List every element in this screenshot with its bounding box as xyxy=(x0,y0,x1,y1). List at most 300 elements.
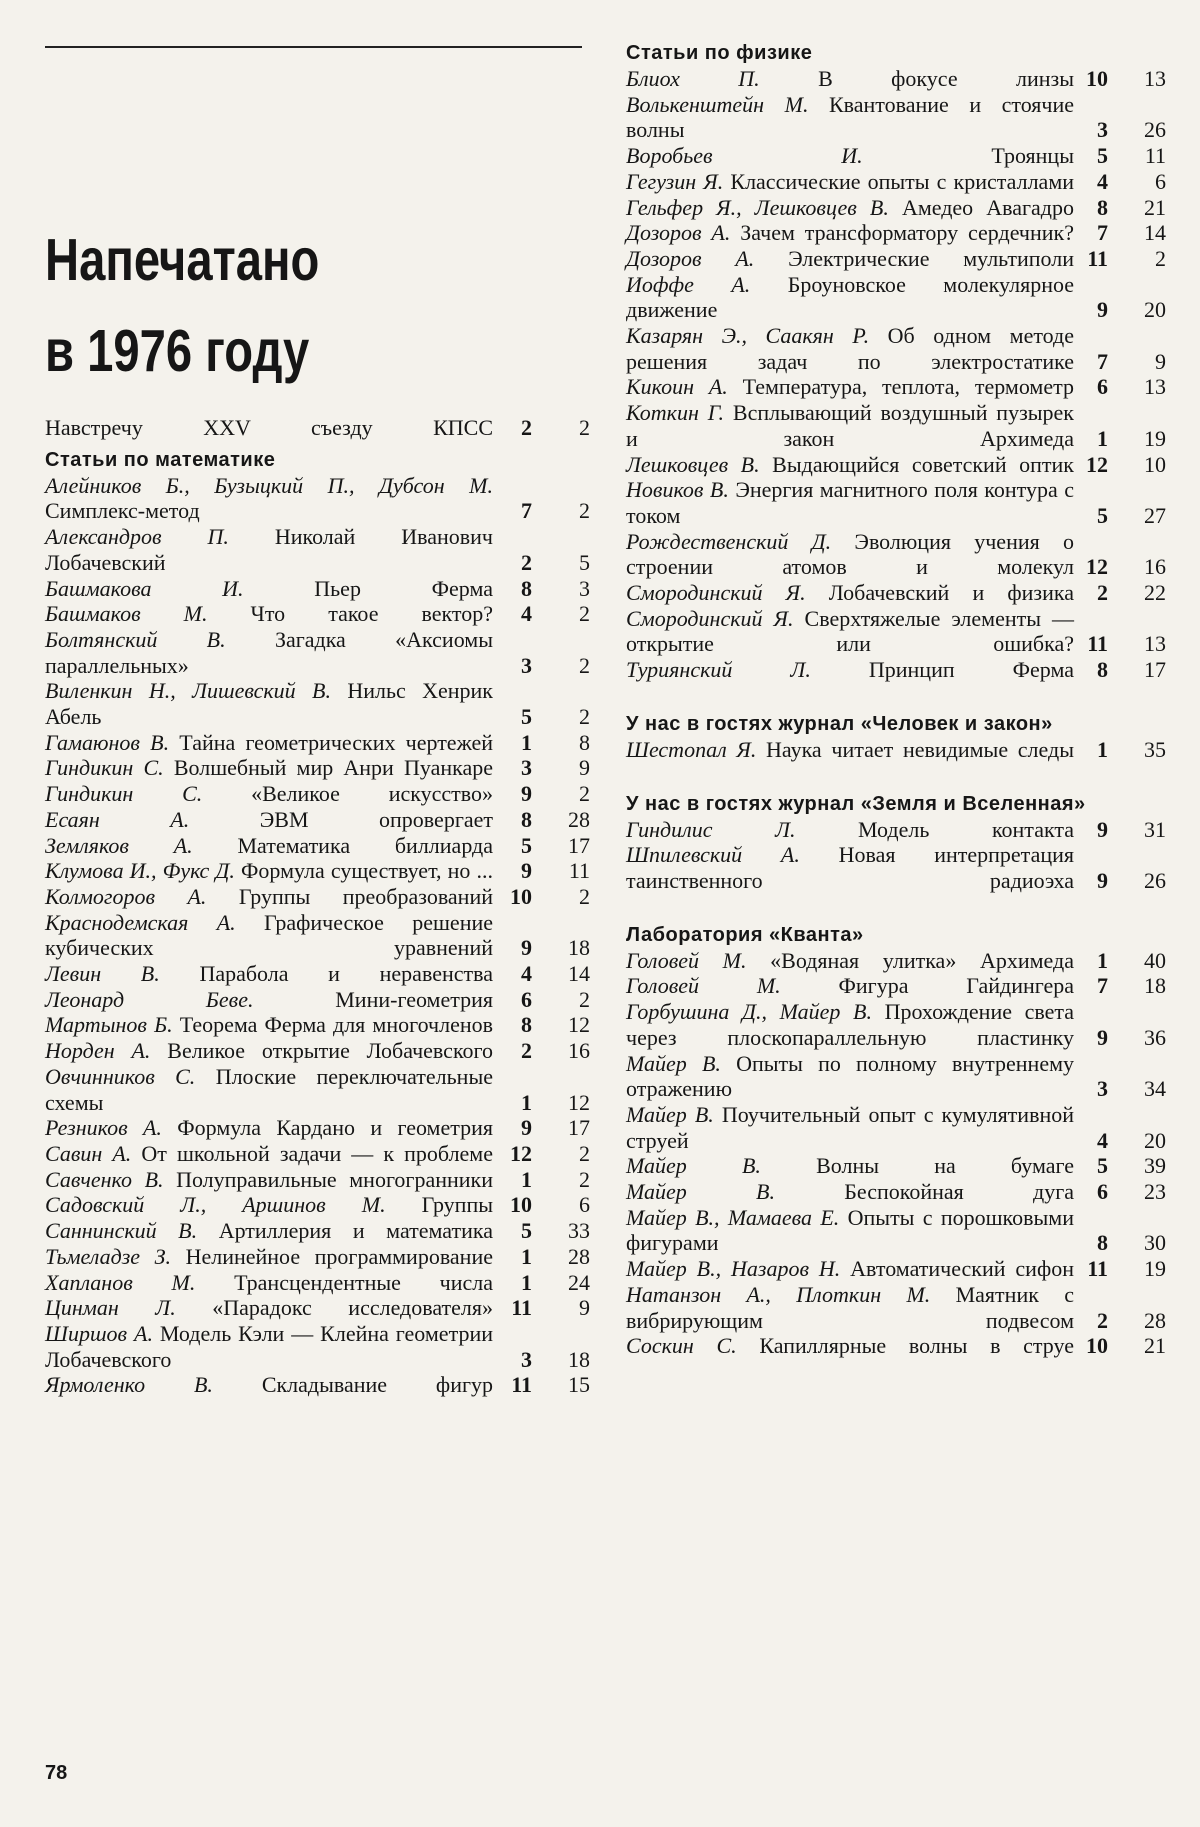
list-item xyxy=(626,272,1166,323)
entry-text xyxy=(45,1295,493,1321)
list-item xyxy=(626,477,1166,528)
entry-issue: 12 xyxy=(1086,554,1108,580)
entry-title: Тайна геометрических чертежей xyxy=(179,729,494,755)
entry-page: 39 xyxy=(1144,1153,1166,1179)
entry-title: Броуновское молекулярное движение xyxy=(626,271,1074,323)
entry-page: 9 xyxy=(579,755,590,781)
entry-text xyxy=(626,1051,1074,1102)
entry-issue: 4 xyxy=(521,601,532,627)
entry-issue: 4 xyxy=(1097,1127,1108,1153)
entry-title: Трансцендентные числа xyxy=(234,1269,494,1295)
entry-title: Математика биллиарда xyxy=(237,832,493,858)
entry-text xyxy=(626,400,1074,451)
entry-issue: 6 xyxy=(1097,374,1108,400)
entry-text xyxy=(626,195,1074,221)
entry-page: 8 xyxy=(579,729,590,755)
entry-title: Новая интерпретация таинственного радиоэха xyxy=(626,842,1075,893)
entry-issue: 10 xyxy=(510,1192,532,1218)
list-item xyxy=(626,452,1166,478)
entry-title: В фокусе линзы xyxy=(818,66,1074,91)
entry-title: Формула Кардано и геометрия xyxy=(177,1115,494,1141)
entry-issue: 11 xyxy=(1087,631,1108,657)
list-item xyxy=(626,400,1166,451)
entry-title: Троянцы xyxy=(991,143,1074,169)
entry-issue: 8 xyxy=(1097,194,1108,220)
entry-page: 28 xyxy=(568,1243,590,1269)
entry-text xyxy=(45,1192,493,1218)
list-item xyxy=(45,833,590,859)
list-item xyxy=(45,1192,590,1218)
entry-text xyxy=(45,1012,493,1038)
entry-author: Резников А. xyxy=(45,1115,162,1141)
entry-issue: 1 xyxy=(1097,947,1108,973)
entry-author: Воробьев И. xyxy=(626,143,863,169)
entry-title: Капиллярные волны в струе xyxy=(759,1333,1074,1359)
entry-text xyxy=(626,477,1074,528)
entry-author: Колмогоров А. xyxy=(45,883,207,909)
entry-author: Новиков В. xyxy=(626,477,729,503)
entry-page: 28 xyxy=(1144,1307,1166,1333)
entry-issue: 9 xyxy=(1097,1024,1108,1050)
entry-text xyxy=(45,807,493,833)
entry-author: Дозоров А. xyxy=(626,245,755,271)
entry-page: 18 xyxy=(568,1346,590,1372)
entry-page: 40 xyxy=(1144,947,1166,973)
entry-issue: 3 xyxy=(1097,1076,1108,1102)
entry-page: 13 xyxy=(1144,631,1166,657)
entry-text xyxy=(626,529,1074,580)
section-title-law: У нас в гостях журнал «Человек и закон» xyxy=(626,712,1053,735)
entry-page: 28 xyxy=(568,806,590,832)
entry-author: Туриянский Л. xyxy=(626,657,811,683)
entry-text xyxy=(45,781,493,807)
entry-issue: 7 xyxy=(521,498,532,524)
list-item xyxy=(45,1372,590,1398)
entry-text xyxy=(626,1282,1074,1333)
list-item xyxy=(626,580,1166,606)
entry-issue: 8 xyxy=(521,1012,532,1038)
entry-issue: 9 xyxy=(521,935,532,961)
entry-title: Фигура Гайдингера xyxy=(838,973,1075,999)
entry-author: Тьмеладзе З. xyxy=(45,1243,171,1269)
list-item xyxy=(626,1153,1166,1179)
list-item xyxy=(45,1064,590,1115)
entry-issue: 1 xyxy=(521,729,532,755)
entry-title: Классические опыты с кристаллами xyxy=(730,168,1075,194)
entry-text xyxy=(45,1372,493,1398)
entry-issue: 12 xyxy=(1086,451,1108,477)
entry-issue: 10 xyxy=(1086,66,1108,91)
entry-page: 27 xyxy=(1144,502,1166,528)
list-item xyxy=(45,755,590,781)
entry-text xyxy=(626,1153,1074,1179)
entry-author: Савин А. xyxy=(45,1140,132,1166)
entry-title: Маятник с вибрирующим подвесом xyxy=(626,1281,1075,1333)
entry-title: Группы преобразований xyxy=(238,883,493,909)
intro-page: 2 xyxy=(579,415,590,440)
entry-text xyxy=(626,1333,1074,1359)
list-item xyxy=(45,730,590,756)
entry-text xyxy=(626,1102,1074,1153)
entry-issue: 4 xyxy=(1097,168,1108,194)
entry-title: Принцип Ферма xyxy=(868,657,1075,683)
entry-page: 21 xyxy=(1144,1333,1166,1359)
list-item xyxy=(626,374,1166,400)
entry-author: Майер В. xyxy=(626,1179,775,1205)
entry-title: Опыты с порошковыми фигурами xyxy=(626,1204,1074,1256)
law-entry-list xyxy=(626,737,1166,763)
entry-issue: 5 xyxy=(1097,502,1108,528)
entry-author: Ширшов А. xyxy=(45,1320,153,1346)
list-item xyxy=(45,807,590,833)
entry-text xyxy=(45,884,493,910)
list-item xyxy=(45,1141,590,1167)
entry-text xyxy=(626,272,1074,323)
entry-author: Болтянский В. xyxy=(45,626,226,652)
entry-title: Волшебный мир Анри Пуанкаре xyxy=(173,755,493,781)
entry-page: 13 xyxy=(1144,374,1166,400)
entry-page: 2 xyxy=(579,704,590,730)
intro-text: Навстречу XXV съезду КПСС xyxy=(45,415,493,440)
entry-author: Лешковцев В. xyxy=(626,451,760,477)
entry-text xyxy=(626,452,1074,478)
entry-text xyxy=(45,1115,493,1141)
list-item xyxy=(626,246,1166,272)
entry-issue: 3 xyxy=(521,755,532,781)
entry-text xyxy=(45,627,493,678)
headline-line-2: в 1976 году xyxy=(45,318,310,384)
entry-page: 33 xyxy=(568,1218,590,1244)
entry-title: Графическое решение кубических уравнений xyxy=(45,909,494,961)
entry-page: 2 xyxy=(579,883,590,909)
entry-title: Амедео Авагадро xyxy=(901,194,1074,220)
list-item xyxy=(626,1333,1166,1359)
entry-page: 19 xyxy=(1144,1256,1166,1282)
entry-text xyxy=(45,987,493,1013)
entry-issue: 2 xyxy=(1097,580,1108,606)
list-item xyxy=(45,601,590,627)
entry-page: 3 xyxy=(579,575,590,601)
entry-page: 2 xyxy=(579,781,590,807)
entry-title: Формула существует, но ... xyxy=(241,858,493,884)
entry-author: Земляков А. xyxy=(45,832,193,858)
entry-text xyxy=(626,143,1074,169)
entry-title: Поучительный опыт с кумулятивной струей xyxy=(626,1101,1075,1153)
list-item xyxy=(45,1295,590,1321)
entry-author: Волькенштейн М. xyxy=(626,91,809,117)
entry-page: 19 xyxy=(1144,425,1166,451)
entry-title: Что такое вектор? xyxy=(250,601,494,627)
entry-issue: 11 xyxy=(1087,1256,1108,1282)
entry-text xyxy=(45,1064,493,1115)
entry-text xyxy=(626,246,1074,272)
entry-page: 20 xyxy=(1144,297,1166,323)
entry-author: Смородинский Я. xyxy=(626,580,806,606)
entry-author: Краснодемская А. xyxy=(45,909,236,935)
entry-issue: 1 xyxy=(1097,736,1108,762)
entry-page: 34 xyxy=(1144,1076,1166,1102)
entry-issue: 7 xyxy=(1097,220,1108,246)
entry-text xyxy=(626,1256,1074,1282)
entry-text xyxy=(626,657,1074,683)
entry-title: Модель Кэли — Клейна геометрии Лобачевского xyxy=(45,1320,494,1372)
section-title-math: Статьи по математике xyxy=(45,448,276,471)
entry-author: Майер В. xyxy=(626,1101,714,1127)
entry-page: 6 xyxy=(579,1192,590,1218)
list-item xyxy=(626,999,1166,1050)
list-item xyxy=(45,524,590,575)
entry-page: 2 xyxy=(579,498,590,524)
entry-author: Дозоров А. xyxy=(626,220,731,246)
entry-text xyxy=(626,92,1074,143)
intro-entry xyxy=(45,415,590,441)
entry-title: Нелинейное программирование xyxy=(185,1243,493,1269)
entry-page: 12 xyxy=(568,1089,590,1115)
entry-author: Гегузин Я. xyxy=(626,168,724,194)
entry-title: Теорема Ферма для многочленов xyxy=(179,1012,494,1038)
entry-title: «Водяная улитка» Архимеда xyxy=(770,947,1074,973)
entry-issue: 5 xyxy=(1097,1153,1108,1179)
entry-issue: 6 xyxy=(521,986,532,1012)
list-item xyxy=(45,884,590,910)
entry-text xyxy=(626,580,1074,606)
entry-author: Майер В., Назаров Н. xyxy=(626,1256,841,1282)
entry-text xyxy=(45,1244,493,1270)
entry-author: Ярмоленко В. xyxy=(45,1372,213,1398)
entry-page: 14 xyxy=(1144,220,1166,246)
entry-title: Электрические мультиполи xyxy=(788,245,1074,271)
entry-issue: 8 xyxy=(1097,1230,1108,1256)
entry-page: 2 xyxy=(579,601,590,627)
entry-author: Гиндикин С. xyxy=(45,755,164,781)
entry-title: Великое открытие Лобачевского xyxy=(167,1038,493,1064)
entry-title: «Великое искусство» xyxy=(251,781,493,807)
entry-page: 18 xyxy=(568,935,590,961)
list-item xyxy=(45,1270,590,1296)
entry-issue: 8 xyxy=(1097,657,1108,683)
list-item xyxy=(626,842,1166,893)
entry-author: Кикоин А. xyxy=(626,374,728,400)
entry-page: 23 xyxy=(1144,1179,1166,1205)
entry-issue: 1 xyxy=(521,1166,532,1192)
entry-issue: 2 xyxy=(1097,1307,1108,1333)
entry-page: 36 xyxy=(1144,1024,1166,1050)
entry-author: Гиндикин С. xyxy=(45,781,203,807)
list-item xyxy=(626,1102,1166,1153)
entry-issue: 7 xyxy=(1097,973,1108,999)
entry-page: 15 xyxy=(568,1372,590,1398)
entry-text xyxy=(45,1167,493,1193)
entry-author: Шпилевский А. xyxy=(626,842,800,868)
entry-text xyxy=(626,606,1074,657)
entry-issue: 1 xyxy=(521,1269,532,1295)
entry-text xyxy=(45,473,493,524)
entry-title: Лобачевский и физика xyxy=(828,580,1075,606)
entry-title: Сверхтяжелые элементы — открытие или ошибка? xyxy=(626,605,1075,657)
entry-title: Энергия магнитного поля контура с током xyxy=(626,477,1074,528)
entry-author: Блиох П. xyxy=(626,66,760,91)
entry-title: Группы xyxy=(421,1192,493,1218)
entry-title: Загадка «Аксиомы параллельных» xyxy=(45,626,493,678)
entry-author: Головей М. xyxy=(626,973,781,999)
entry-author: Казарян Э., Саакян Р. xyxy=(626,323,870,349)
entry-title: Зачем трансформатору сердечник? xyxy=(740,220,1074,246)
entry-author: Башмаков М. xyxy=(45,601,208,627)
entry-title: Всплывающий воздушный пузырек и закон Архимеда xyxy=(626,400,1074,451)
entry-title: Беспокойная дуга xyxy=(844,1179,1075,1205)
entry-author: Алейников Б., Бузыцкий П., Дубсон М. xyxy=(45,472,493,498)
entry-page: 11 xyxy=(568,858,590,884)
right-column xyxy=(626,0,1166,1359)
list-item xyxy=(45,1167,590,1193)
list-item xyxy=(626,323,1166,374)
entry-page: 35 xyxy=(1144,736,1166,762)
list-item xyxy=(626,195,1166,221)
section-title-earth: У нас в гостях журнал «Земля и Вселенная» xyxy=(626,792,1086,815)
entry-author: Леонард Беве. xyxy=(45,986,254,1012)
entry-title: Парабола и неравенства xyxy=(199,961,493,987)
entry-page: 2 xyxy=(579,1166,590,1192)
entry-text xyxy=(626,374,1074,400)
entry-issue: 7 xyxy=(1097,348,1108,374)
section-title-physics: Статьи по физике xyxy=(626,42,813,64)
entry-issue: 3 xyxy=(521,652,532,678)
entry-issue: 9 xyxy=(521,1115,532,1141)
entry-page: 11 xyxy=(1144,143,1166,169)
entry-issue: 10 xyxy=(1086,1333,1108,1359)
entry-page: 31 xyxy=(1144,816,1166,842)
entry-title: «Парадокс исследователя» xyxy=(212,1295,494,1321)
entry-page: 9 xyxy=(1155,348,1166,374)
entry-title: От школьной задачи — к проблеме xyxy=(141,1140,493,1166)
entry-title: Прохождение света через плоскопараллельную пластинку xyxy=(626,999,1075,1050)
list-item xyxy=(45,1321,590,1372)
entry-issue: 1 xyxy=(521,1089,532,1115)
entry-author: Овчинников С. xyxy=(45,1063,196,1089)
entry-author: Левин В. xyxy=(45,961,160,987)
list-item xyxy=(45,781,590,807)
entry-title: Плоские переключательные схемы xyxy=(45,1063,493,1115)
entry-page: 16 xyxy=(1144,554,1166,580)
entry-author: Савченко В. xyxy=(45,1166,164,1192)
entry-page: 26 xyxy=(1144,867,1166,893)
entry-page: 17 xyxy=(1144,657,1166,683)
entry-page: 16 xyxy=(568,1038,590,1064)
entry-title: Артиллерия и математика xyxy=(218,1218,493,1244)
entry-text xyxy=(626,973,1074,999)
entry-issue: 11 xyxy=(511,1295,532,1321)
entry-author: Головей М. xyxy=(626,947,747,973)
entry-text xyxy=(45,601,493,627)
entry-issue: 12 xyxy=(510,1140,532,1166)
left-column xyxy=(45,0,590,1398)
entry-title: Волны на бумаге xyxy=(816,1153,1075,1179)
entry-author: Мартынов Б. xyxy=(45,1012,173,1038)
entry-title: Выдающийся советский оптик xyxy=(772,451,1074,477)
entry-issue: 5 xyxy=(521,704,532,730)
entry-title: Симплекс-метод xyxy=(45,498,200,524)
entry-issue: 6 xyxy=(1097,1179,1108,1205)
entry-author: Коткин Г. xyxy=(626,400,725,426)
entry-issue: 3 xyxy=(521,1346,532,1372)
entry-issue: 1 xyxy=(521,1243,532,1269)
entry-text xyxy=(45,1218,493,1244)
entry-issue: 9 xyxy=(1097,867,1108,893)
entry-title: Модель контакта xyxy=(858,816,1075,842)
section-title-lab: Лаборатория «Кванта» xyxy=(626,923,864,946)
math-entry-list xyxy=(45,473,590,1398)
list-item xyxy=(626,169,1166,195)
list-item xyxy=(45,1012,590,1038)
entry-text xyxy=(45,524,493,575)
list-item xyxy=(45,627,590,678)
entry-author: Александров П. xyxy=(45,524,229,550)
entry-text xyxy=(626,323,1074,374)
entry-author: Майер В., Мамаева Е. xyxy=(626,1204,840,1230)
entry-issue: 9 xyxy=(521,781,532,807)
list-item xyxy=(626,737,1166,763)
entry-text xyxy=(626,999,1074,1050)
entry-page: 21 xyxy=(1144,194,1166,220)
list-item xyxy=(626,220,1166,246)
entry-page: 2 xyxy=(579,1140,590,1166)
entry-issue: 3 xyxy=(1097,117,1108,143)
entry-author: Горбушина Д., Майер В. xyxy=(626,999,872,1025)
entry-title: Пьер Ферма xyxy=(314,575,493,601)
entry-issue: 9 xyxy=(521,858,532,884)
list-item xyxy=(626,973,1166,999)
entry-author: Шестопал Я. xyxy=(626,736,757,762)
intro-issue: 2 xyxy=(521,415,532,440)
entry-title: Складывание фигур xyxy=(261,1372,493,1398)
list-item xyxy=(626,1282,1166,1333)
list-item xyxy=(626,1179,1166,1205)
entry-author: Башмакова И. xyxy=(45,575,244,601)
entry-page: 30 xyxy=(1144,1230,1166,1256)
entry-author: Саннинский В. xyxy=(45,1218,198,1244)
list-item xyxy=(626,817,1166,843)
earth-entry-list xyxy=(626,817,1166,894)
entry-author: Есаян А. xyxy=(45,806,190,832)
entry-title: Температура, теплота, термометр xyxy=(742,374,1075,400)
entry-title: Полуправильные многогранники xyxy=(176,1166,493,1192)
headline-line-1: Напечатано xyxy=(45,227,320,293)
list-item xyxy=(626,92,1166,143)
entry-author: Рождественский Д. xyxy=(626,528,832,554)
entry-page: 14 xyxy=(568,961,590,987)
entry-text xyxy=(626,842,1074,893)
entry-text xyxy=(45,576,493,602)
entry-text xyxy=(45,833,493,859)
entry-title: Опыты по полному внутреннему отражению xyxy=(626,1050,1075,1102)
entry-text xyxy=(626,169,1074,195)
list-item xyxy=(45,678,590,729)
entry-issue: 2 xyxy=(521,1038,532,1064)
entry-author: Майер В. xyxy=(626,1050,721,1076)
list-item xyxy=(45,987,590,1013)
entry-author: Цинман Л. xyxy=(45,1295,176,1321)
entry-author: Майер В. xyxy=(626,1153,761,1179)
entry-page: 18 xyxy=(1144,973,1166,999)
list-item xyxy=(626,606,1166,657)
entry-text xyxy=(626,220,1074,246)
entry-page: 2 xyxy=(579,986,590,1012)
entry-issue: 11 xyxy=(511,1372,532,1398)
entry-page: 22 xyxy=(1144,580,1166,606)
entry-issue: 10 xyxy=(510,883,532,909)
entry-text xyxy=(45,1270,493,1296)
entry-title: Нильс Хенрик Абель xyxy=(45,678,493,730)
